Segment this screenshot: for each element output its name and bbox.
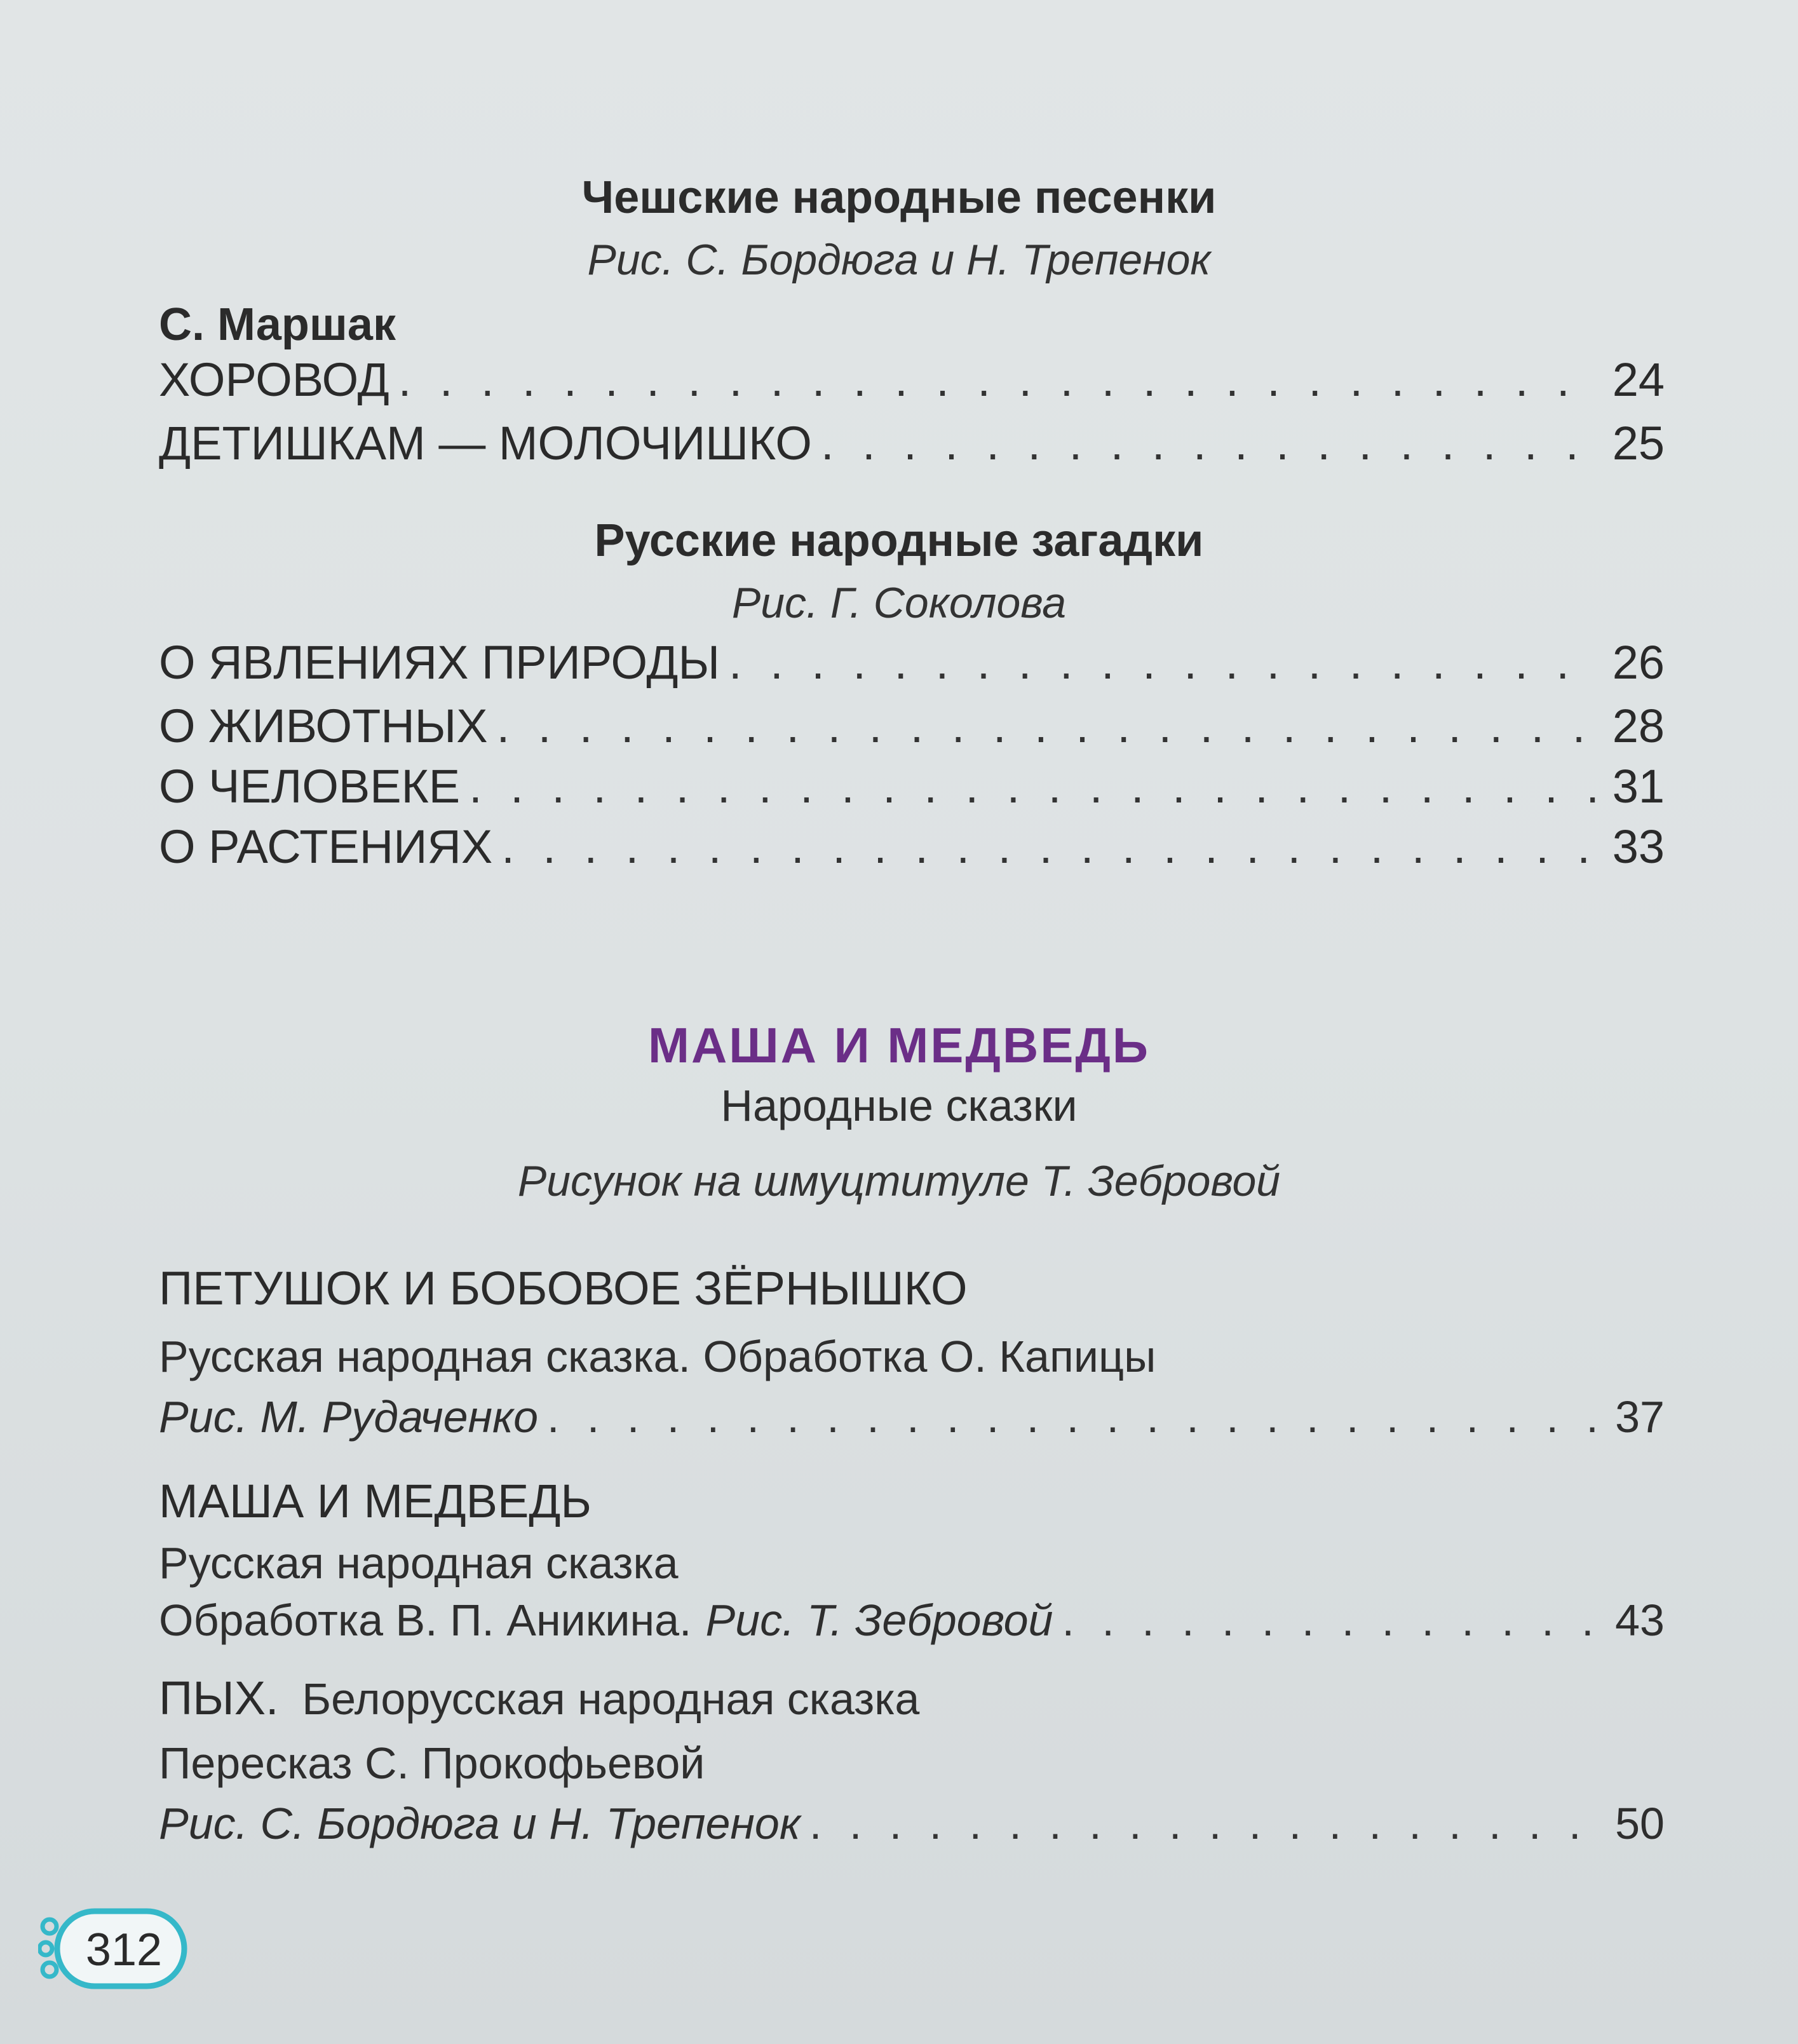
leader-dots bbox=[729, 635, 1599, 689]
entry-title: О ЖИВОТНЫХ bbox=[159, 700, 488, 752]
entry-page: 26 bbox=[1612, 636, 1665, 689]
toc-entry[interactable] bbox=[159, 635, 1665, 689]
toc-entry[interactable] bbox=[159, 1798, 1665, 1849]
toc-entry[interactable] bbox=[159, 820, 1665, 874]
part-title: МАША И МЕДВЕДЬ bbox=[648, 1017, 1150, 1073]
page-number: 312 bbox=[85, 1925, 163, 1975]
story-title-line[interactable] bbox=[159, 1671, 919, 1725]
story-note: Пересказ С. Прокофьевой bbox=[159, 1738, 705, 1788]
entry-page: 43 bbox=[1615, 1595, 1665, 1645]
part-subtitle: Народные сказки bbox=[720, 1081, 1078, 1130]
toc-entry[interactable] bbox=[159, 699, 1665, 753]
story-title[interactable]: МАША И МЕДВЕДЬ bbox=[159, 1475, 591, 1527]
leader-dots bbox=[1062, 1595, 1599, 1646]
toc-entry[interactable] bbox=[159, 353, 1665, 407]
entry-page: 25 bbox=[1612, 417, 1665, 470]
entry-title: ХОРОВОД bbox=[159, 353, 389, 406]
toc-entry[interactable] bbox=[159, 1595, 1665, 1646]
section-illustrator: Рис. С. Бордюга и Н. Трепенок bbox=[587, 236, 1211, 284]
entry-title: О ЧЕЛОВЕКЕ bbox=[159, 760, 461, 813]
leader-dots bbox=[547, 1391, 1599, 1442]
story-title[interactable]: ПЕТУШОК И БОБОВОЕ ЗЁРНЫШКО bbox=[159, 1262, 968, 1315]
toc-entry[interactable] bbox=[159, 416, 1665, 470]
part-frontispiece: Рисунок на шмуцтитуле Т. Зебровой bbox=[517, 1157, 1281, 1205]
leader-dots bbox=[821, 416, 1599, 470]
toc-entry[interactable] bbox=[159, 759, 1665, 813]
entry-title: О ЯВЛЕНИЯХ ПРИРОДЫ bbox=[159, 636, 720, 689]
leader-dots bbox=[497, 699, 1599, 753]
entry-page: 33 bbox=[1612, 820, 1665, 873]
page-number-badge bbox=[38, 1900, 191, 1995]
leader-dots bbox=[398, 353, 1599, 407]
story-illustrator: Рис. Т. Зебровой bbox=[705, 1595, 1053, 1645]
entry-title: ДЕТИШКАМ — МОЛОЧИШКО bbox=[159, 417, 812, 470]
leader-dots bbox=[501, 820, 1599, 874]
leader-dots bbox=[809, 1798, 1599, 1849]
section-illustrator: Рис. Г. Соколова bbox=[731, 579, 1067, 627]
section-title: Чешские народные песенки bbox=[581, 172, 1217, 223]
toc-entry[interactable] bbox=[159, 1391, 1665, 1442]
entry-page: 28 bbox=[1612, 700, 1665, 752]
story-illustrator: Рис. М. Рудаченко bbox=[159, 1392, 539, 1442]
story-title: ПЫХ. bbox=[159, 1672, 279, 1724]
story-note: Русская народная сказка bbox=[159, 1538, 679, 1588]
entry-page: 31 bbox=[1612, 760, 1665, 813]
entry-page: 24 bbox=[1612, 353, 1665, 406]
leader-dots bbox=[469, 759, 1599, 813]
story-note: Русская народная сказка. Обработка О. Капицы bbox=[159, 1332, 1156, 1381]
story-note: Обработка В. П. Аникина. bbox=[159, 1595, 692, 1645]
story-illustrator: Рис. С. Бордюга и Н. Трепенок bbox=[159, 1799, 801, 1848]
story-origin: Белорусская народная сказка bbox=[302, 1674, 920, 1724]
section-title: Русские народные загадки bbox=[594, 515, 1204, 566]
entry-page: 50 bbox=[1615, 1799, 1665, 1848]
entry-page: 37 bbox=[1615, 1392, 1665, 1442]
author-name: С. Маршак bbox=[159, 299, 396, 350]
entry-title: О РАСТЕНИЯХ bbox=[159, 820, 493, 873]
